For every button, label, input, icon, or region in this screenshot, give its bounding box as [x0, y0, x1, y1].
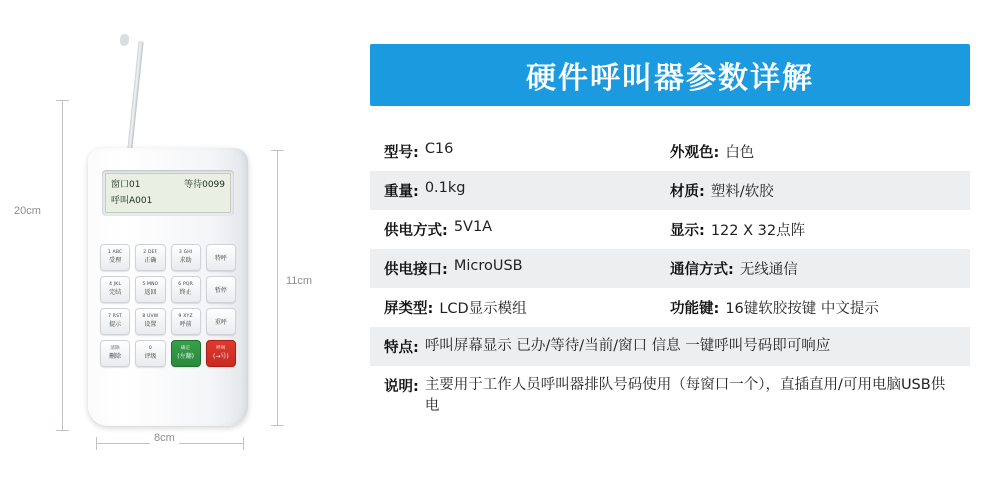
spec-row-port — [370, 249, 970, 288]
key-0-top: 0 — [148, 346, 152, 352]
key-0[interactable] — [135, 340, 165, 367]
spec-cell-material — [670, 180, 956, 201]
key-8[interactable] — [135, 308, 165, 335]
spec-value-port: MicroUSB — [453, 258, 523, 274]
keypad — [100, 244, 236, 367]
key-3-top: 3 GHI — [178, 250, 193, 256]
spec-cell-display — [670, 219, 956, 240]
spec-value-screen-type: LCD显示模组 — [439, 301, 527, 317]
key-4-bottom: 完结 — [109, 288, 122, 296]
spec-cell-port — [384, 258, 670, 279]
spec-cell-comm — [670, 258, 956, 279]
spec-value-weight: 0.1kg — [424, 180, 466, 196]
spec-label-color: 外观色: — [670, 145, 720, 161]
key-recall[interactable] — [206, 308, 236, 335]
spec-value-color: 白色 — [725, 145, 755, 161]
spec-value-display: 122 X 32点阵 — [710, 223, 806, 239]
key-confirm-bottom: (左翻) — [177, 352, 194, 360]
spec-label-power: 供电方式: — [384, 223, 448, 239]
spec-value-description: 主要用于工作人员呼叫器排队号码使用（每窗口一个），直插直用/可用电脑USB供电 — [424, 377, 946, 415]
key-8-top: 8 UVW — [142, 314, 159, 320]
lcd-screen — [105, 173, 231, 213]
lcd-line-1 — [111, 177, 225, 193]
spec-cell-weight — [384, 180, 670, 201]
key-7-bottom: 提示 — [109, 320, 122, 328]
body-height-line — [277, 150, 278, 425]
key-pause-bottom: 暂停 — [214, 286, 227, 294]
spec-cell-model — [384, 141, 670, 162]
antenna-tip — [119, 34, 129, 47]
key-8-bottom: 设置 — [144, 320, 157, 328]
width-tick-left — [96, 437, 97, 450]
key-2[interactable] — [135, 244, 165, 271]
key-confirm-top: 确定 — [180, 346, 191, 352]
lcd-line-2: 呼叫A001 — [111, 196, 153, 206]
spec-label-function-keys: 功能键: — [670, 301, 720, 317]
key-call[interactable] — [206, 340, 236, 367]
spec-label-material: 材质: — [670, 184, 705, 200]
spec-row-features — [370, 327, 970, 366]
key-2-top: 2 DEF — [143, 250, 158, 256]
spec-label-display: 显示: — [670, 223, 705, 239]
spec-cell-features — [384, 336, 956, 357]
key-2-bottom: 正确 — [144, 256, 157, 264]
spec-row-description — [370, 366, 970, 426]
spec-cell-screen-type — [384, 297, 670, 318]
spec-cell-color — [670, 141, 956, 162]
overall-height-tick-bottom — [56, 430, 69, 431]
spec-value-comm: 无线通信 — [739, 262, 798, 278]
antenna — [127, 40, 144, 152]
key-1-top: 1 ABC — [107, 250, 123, 256]
key-0-bottom: 评级 — [144, 352, 157, 360]
key-5-top: 5 MNO — [142, 282, 159, 288]
spec-value-model: C16 — [424, 141, 454, 157]
caller-device — [88, 148, 248, 426]
spec-row-model — [370, 132, 970, 171]
body-height-label: 11cm — [286, 275, 313, 287]
key-6-bottom: 终止 — [179, 288, 192, 296]
key-1[interactable] — [100, 244, 130, 271]
key-recall-bottom: 重呼 — [214, 318, 227, 326]
spec-row-weight — [370, 171, 970, 210]
key-special-call[interactable] — [206, 244, 236, 271]
key-3-bottom: 求助 — [179, 256, 192, 264]
key-7-top: 7 RST — [108, 314, 123, 320]
spec-table — [370, 132, 970, 426]
lcd-window-label: 窗口01 — [111, 180, 141, 190]
spec-label-model: 型号: — [384, 145, 419, 161]
overall-height-label: 20cm — [14, 205, 41, 217]
spec-label-screen-type: 屏类型: — [384, 301, 434, 317]
key-5[interactable] — [135, 276, 165, 303]
body-height-tick-top — [271, 150, 284, 151]
body-height-tick-bottom — [271, 425, 284, 426]
spec-cell-description — [384, 375, 956, 417]
key-clear[interactable] — [100, 340, 130, 367]
key-3[interactable] — [171, 244, 201, 271]
lcd-waiting-label: 等待0099 — [184, 180, 225, 190]
key-pause[interactable] — [206, 276, 236, 303]
key-special-call-bottom: 特呼 — [214, 254, 227, 262]
key-9-top: 9 XYZ — [178, 314, 193, 320]
key-6-top: 6 PQR — [178, 282, 193, 288]
spec-label-weight: 重量: — [384, 184, 419, 200]
key-6[interactable] — [171, 276, 201, 303]
overall-height-line — [62, 100, 63, 430]
lcd-screen-frame — [102, 170, 234, 216]
overall-height-tick-top — [56, 100, 69, 101]
key-call-top: 呼叫 — [216, 346, 226, 352]
key-clear-bottom: 删除 — [109, 352, 122, 360]
spec-cell-power — [384, 219, 670, 240]
key-9[interactable] — [171, 308, 201, 335]
spec-value-material: 塑料/软胶 — [710, 184, 774, 200]
key-5-bottom: 返回 — [144, 288, 157, 296]
key-7[interactable] — [100, 308, 130, 335]
spec-value-features: 呼叫屏幕显示 已办/等待/当前/窗口 信息 一键呼叫号码即可响应 — [424, 338, 831, 354]
spec-pane — [370, 44, 970, 426]
key-clear-top: 清除 — [110, 346, 120, 352]
spec-label-port: 供电接口: — [384, 262, 448, 278]
spec-value-function-keys: 16键软胶按键 中文提示 — [725, 301, 879, 317]
key-confirm[interactable] — [171, 340, 201, 367]
key-1-bottom: 受理 — [109, 256, 122, 264]
key-4[interactable] — [100, 276, 130, 303]
spec-row-screen-type — [370, 288, 970, 327]
key-9-bottom: 呼前 — [179, 320, 192, 328]
spec-row-power — [370, 210, 970, 249]
key-call-bottom: (→号) — [213, 352, 229, 360]
spec-title: 硬件呼叫器参数详解 — [370, 44, 970, 106]
spec-label-description: 说明: — [384, 379, 419, 396]
spec-value-power: 5V1A — [453, 219, 493, 235]
key-4-top: 4 JKL — [109, 282, 122, 288]
width-tick-right — [243, 437, 244, 450]
spec-cell-function-keys — [670, 297, 956, 318]
product-photo-pane — [0, 0, 350, 492]
spec-label-comm: 通信方式: — [670, 262, 734, 278]
width-label: 8cm — [150, 432, 179, 444]
spec-label-features: 特点: — [384, 340, 419, 356]
